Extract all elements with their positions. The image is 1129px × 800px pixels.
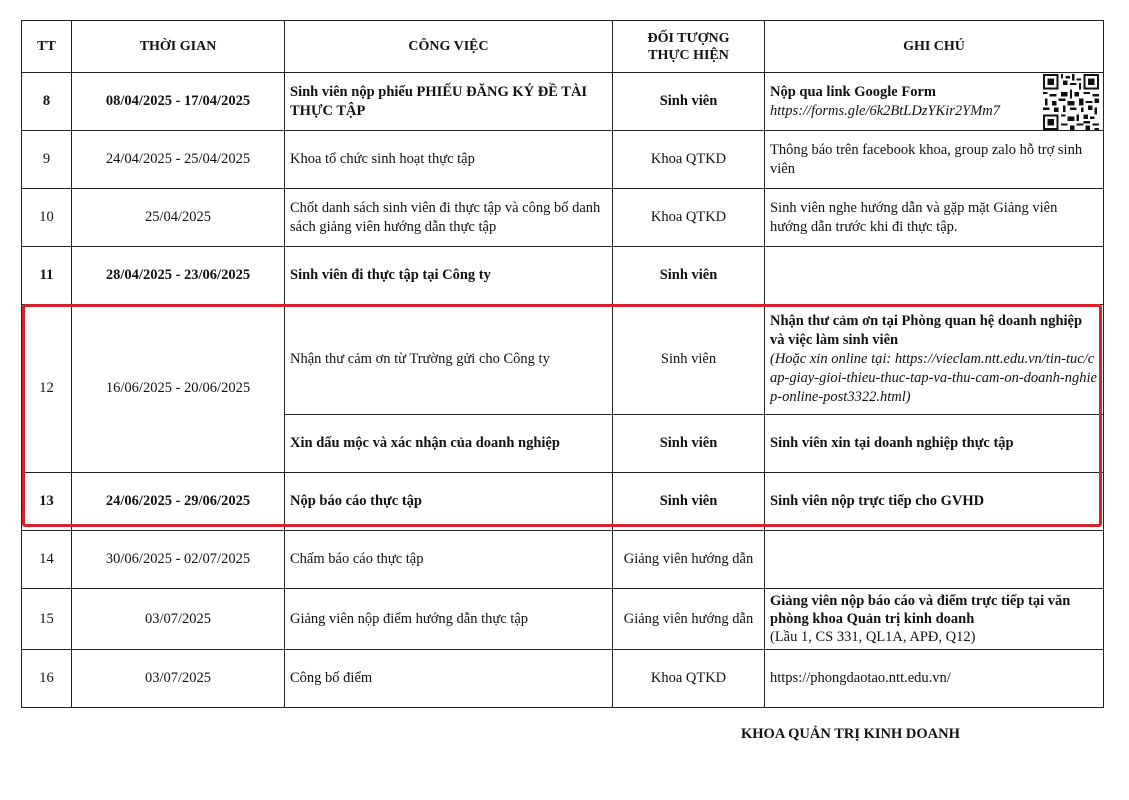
cell-target: Sinh viên bbox=[613, 305, 765, 415]
table-row bbox=[22, 73, 1104, 131]
cell-tt: 12 bbox=[22, 305, 72, 473]
cell-tt: 14 bbox=[22, 531, 72, 589]
cell-tt: 16 bbox=[22, 650, 72, 708]
cell-tt: 8 bbox=[22, 73, 72, 131]
header-target-line2: THỰC HIỆN bbox=[648, 47, 729, 63]
note-address: (Lầu 1, CS 331, QL1A, APĐ, Q12) bbox=[770, 629, 976, 645]
cell-target: Sinh viên bbox=[613, 415, 765, 473]
cell-time: 25/04/2025 bbox=[72, 189, 285, 247]
header-target bbox=[613, 21, 765, 73]
cell-task: Xin dấu mộc và xác nhận của doanh nghiệp bbox=[285, 415, 613, 473]
table-row bbox=[22, 473, 1104, 531]
cell-task: Giảng viên nộp điểm hướng dẫn thực tập bbox=[285, 589, 613, 650]
qr-code-icon bbox=[1043, 74, 1099, 130]
cell-time: 03/07/2025 bbox=[72, 589, 285, 650]
footer-signature: KHOA QUẢN TRỊ KINH DOANH bbox=[741, 726, 960, 742]
cell-tt: 9 bbox=[22, 131, 72, 189]
note-title: Nhận thư cảm ơn tại Phòng quan hệ doanh nghiệp và việc làm sinh viên bbox=[770, 313, 1083, 348]
cell-target: Sinh viên bbox=[613, 473, 765, 531]
header-target-line1: ĐỐI TƯỢNG bbox=[647, 30, 730, 46]
cell-time: 28/04/2025 - 23/06/2025 bbox=[72, 247, 285, 305]
cell-time: 30/06/2025 - 02/07/2025 bbox=[72, 531, 285, 589]
schedule-sheet bbox=[21, 20, 1104, 708]
cell-tt: 11 bbox=[22, 247, 72, 305]
cell-task: Nhận thư cảm ơn từ Trường gửi cho Công ty bbox=[285, 305, 613, 415]
cell-target: Khoa QTKD bbox=[613, 189, 765, 247]
cell-tt: 15 bbox=[22, 589, 72, 650]
note-title: Nộp qua link Google Form bbox=[770, 83, 936, 100]
cell-note bbox=[765, 73, 1104, 131]
cell-note bbox=[765, 531, 1104, 589]
note-title: Giảng viên nộp báo cáo và điểm trực tiếp tại văn phòng khoa Quản trị kinh doanh bbox=[770, 593, 1071, 627]
table-row bbox=[22, 305, 1104, 415]
cell-note bbox=[765, 589, 1104, 650]
cell-note bbox=[765, 305, 1104, 415]
table-row bbox=[22, 650, 1104, 708]
cell-time: 24/06/2025 - 29/06/2025 bbox=[72, 473, 285, 531]
google-form-link[interactable]: https://forms.gle/6k2BtLDzYKir2YMm7 bbox=[770, 102, 1001, 119]
cell-target: Sinh viên bbox=[613, 73, 765, 131]
header-task: CÔNG VIỆC bbox=[285, 21, 613, 73]
cell-target: Khoa QTKD bbox=[613, 131, 765, 189]
table-row bbox=[22, 589, 1104, 650]
header-note: GHI CHÚ bbox=[765, 21, 1104, 73]
cell-target: Giảng viên hướng dẫn bbox=[613, 589, 765, 650]
cell-note bbox=[765, 247, 1104, 305]
header-row bbox=[22, 21, 1104, 73]
cell-target: Giảng viên hướng dẫn bbox=[613, 531, 765, 589]
header-tt: TT bbox=[22, 21, 72, 73]
cell-tt: 13 bbox=[22, 473, 72, 531]
table-row bbox=[22, 531, 1104, 589]
cell-task: Sinh viên đi thực tập tại Công ty bbox=[285, 247, 613, 305]
cell-target: Khoa QTKD bbox=[613, 650, 765, 708]
table-row bbox=[22, 247, 1104, 305]
cell-task: Chấm báo cáo thực tập bbox=[285, 531, 613, 589]
internship-schedule-table bbox=[21, 20, 1104, 708]
cell-time: 16/06/2025 - 20/06/2025 bbox=[72, 305, 285, 473]
cell-note: Sinh viên nghe hướng dẫn và gặp mặt Giảng viên hướng dẫn trước khi đi thực tập. bbox=[765, 189, 1104, 247]
table-row bbox=[22, 131, 1104, 189]
cell-time: 08/04/2025 - 17/04/2025 bbox=[72, 73, 285, 131]
table-row bbox=[22, 189, 1104, 247]
cell-tt: 10 bbox=[22, 189, 72, 247]
cell-note: Thông báo trên facebook khoa, group zalo hỗ trợ sinh viên bbox=[765, 131, 1104, 189]
cell-task: Chốt danh sách sinh viên đi thực tập và công bố danh sách giảng viên hướng dẫn thực tập bbox=[285, 189, 613, 247]
header-time: THỜI GIAN bbox=[72, 21, 285, 73]
cell-task: Khoa tổ chức sinh hoạt thực tập bbox=[285, 131, 613, 189]
vieclam-link[interactable]: (Hoặc xin online tại: https://vieclam.ntt.edu.vn/tin-tuc/cap-giay-gioi-thieu-thuc-tap-va-thu-cam-on-doanh-nghiep-online-post3322.html) bbox=[770, 351, 1097, 405]
cell-target: Sinh viên bbox=[613, 247, 765, 305]
cell-task: Nộp báo cáo thực tập bbox=[285, 473, 613, 531]
phongdaotao-link[interactable]: https://phongdaotao.ntt.edu.vn/ bbox=[765, 650, 1104, 708]
cell-time: 24/04/2025 - 25/04/2025 bbox=[72, 131, 285, 189]
cell-time: 03/07/2025 bbox=[72, 650, 285, 708]
cell-task: Sinh viên nộp phiếu PHIẾU ĐĂNG KÝ ĐỀ TÀI THỰC TẬP bbox=[285, 73, 613, 131]
cell-note: Sinh viên xin tại doanh nghiệp thực tập bbox=[765, 415, 1104, 473]
cell-note: Sinh viên nộp trực tiếp cho GVHD bbox=[765, 473, 1104, 531]
cell-task: Công bố điểm bbox=[285, 650, 613, 708]
